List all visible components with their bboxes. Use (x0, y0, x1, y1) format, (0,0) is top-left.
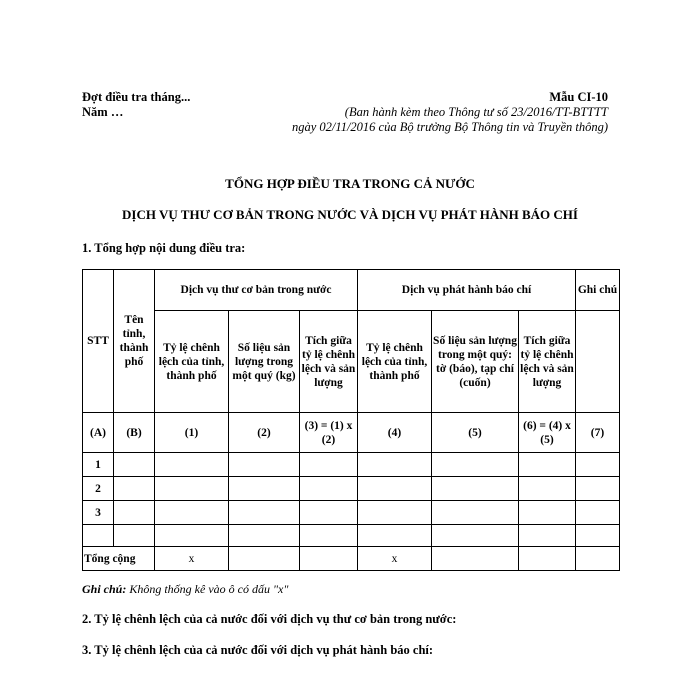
data-cell[interactable] (300, 453, 358, 477)
data-cell[interactable] (300, 547, 358, 571)
column-code: (6) = (4) x (5) (519, 413, 576, 453)
row-number: 1 (83, 453, 114, 477)
table-row (83, 501, 620, 525)
data-cell[interactable] (300, 525, 358, 547)
province-header: Tên tỉnh, thành phố (114, 270, 155, 413)
press-output-header: Số liệu sản lượng trong một quý: tờ (báo), tạp chí (cuốn) (432, 311, 519, 413)
column-code: (7) (576, 413, 620, 453)
section-3-heading: 3. Tỷ lệ chênh lệch của cả nước đối với dịch vụ phát hành báo chí: (82, 643, 434, 657)
data-cell[interactable] (358, 501, 432, 525)
section-1-heading: 1. Tổng hợp nội dung điều tra: (82, 241, 246, 255)
document-title: TỔNG HỢP ĐIỀU TRA TRONG CẢ NƯỚC (225, 176, 475, 191)
survey-year-line: Năm … (82, 105, 124, 119)
data-cell[interactable] (519, 547, 576, 571)
column-code: (5) (432, 413, 519, 453)
form-code: Mẫu CI-10 (549, 90, 608, 104)
document-subtitle: DỊCH VỤ THƯ CƠ BẢN TRONG NƯỚC VÀ DỊCH VỤ PHÁT HÀNH BÁO CHÍ (122, 207, 578, 222)
row-number (83, 525, 114, 547)
column-code: (2) (229, 413, 300, 453)
data-cell[interactable] (155, 501, 229, 525)
data-cell[interactable] (576, 453, 620, 477)
data-cell[interactable] (229, 547, 300, 571)
data-cell[interactable] (114, 453, 155, 477)
press-diff-rate-header: Tỷ lệ chênh lệch của tỉnh, thành phố (358, 311, 432, 413)
issuance-date-line: ngày 02/11/2016 của Bộ trưởng Bộ Thông tin và Truyền thông) (291, 120, 608, 134)
mail-output-header: Số liệu sản lượng trong một quý (kg) (229, 311, 300, 413)
data-cell[interactable] (155, 453, 229, 477)
data-cell[interactable] (300, 477, 358, 501)
data-cell[interactable] (114, 525, 155, 547)
data-cell[interactable] (432, 547, 519, 571)
data-cell[interactable] (519, 525, 576, 547)
total-label: Tổng cộng (83, 547, 155, 571)
data-cell[interactable] (229, 525, 300, 547)
table-row (83, 525, 620, 547)
data-cell[interactable] (576, 525, 620, 547)
column-code: (A) (83, 413, 114, 453)
data-cell[interactable] (432, 525, 519, 547)
stt-header: STT (83, 270, 114, 413)
data-cell[interactable] (155, 525, 229, 547)
data-cell[interactable] (576, 547, 620, 571)
survey-table (82, 269, 620, 571)
data-cell[interactable] (155, 477, 229, 501)
section-2-heading: 2. Tỷ lệ chênh lệch của cả nước đối với dịch vụ thư cơ bản trong nước: (82, 612, 457, 626)
excluded-mark: x (155, 547, 229, 571)
data-cell[interactable] (229, 453, 300, 477)
excluded-mark: x (358, 547, 432, 571)
data-cell[interactable] (114, 477, 155, 501)
mail-diff-rate-header: Tỷ lệ chênh lệch của tỉnh, thành phố (155, 311, 229, 413)
data-cell[interactable] (300, 501, 358, 525)
row-number: 2 (83, 477, 114, 501)
form-reference (292, 90, 608, 135)
note-column-blank (576, 311, 620, 413)
data-cell[interactable] (519, 501, 576, 525)
press-distribution-group-header: Dịch vụ phát hành báo chí (358, 270, 576, 311)
press-product-header: Tích giữa tỷ lệ chênh lệch và sản lượng (519, 311, 576, 413)
data-cell[interactable] (576, 477, 620, 501)
data-cell[interactable] (432, 501, 519, 525)
data-cell[interactable] (432, 453, 519, 477)
mail-product-header: Tích giữa tỷ lệ chênh lệch và sản lượng (300, 311, 358, 413)
data-cell[interactable] (519, 453, 576, 477)
total-row (83, 547, 620, 571)
table-note (82, 582, 288, 597)
data-cell[interactable] (229, 501, 300, 525)
data-cell[interactable] (358, 525, 432, 547)
data-cell[interactable] (576, 501, 620, 525)
data-cell[interactable] (519, 477, 576, 501)
column-code: (1) (155, 413, 229, 453)
data-cell[interactable] (358, 477, 432, 501)
note-column-header: Ghi chú (576, 270, 620, 311)
note-text: Không thống kê vào ô có dấu "x" (126, 582, 289, 596)
data-cell[interactable] (114, 501, 155, 525)
table-row (83, 453, 620, 477)
survey-period (82, 90, 190, 120)
data-cell[interactable] (358, 453, 432, 477)
issuance-line: (Ban hành kèm theo Thông tư số 23/2016/TT-BTTTT (344, 105, 608, 119)
column-code: (3) = (1) x (2) (300, 413, 358, 453)
column-code: (4) (358, 413, 432, 453)
column-code: (B) (114, 413, 155, 453)
data-cell[interactable] (229, 477, 300, 501)
row-number: 3 (83, 501, 114, 525)
table-row (83, 477, 620, 501)
basic-mail-group-header: Dịch vụ thư cơ bản trong nước (155, 270, 358, 311)
note-label: Ghi chú: (82, 582, 127, 596)
survey-month-line: Đợt điều tra tháng... (82, 90, 191, 104)
data-cell[interactable] (432, 477, 519, 501)
